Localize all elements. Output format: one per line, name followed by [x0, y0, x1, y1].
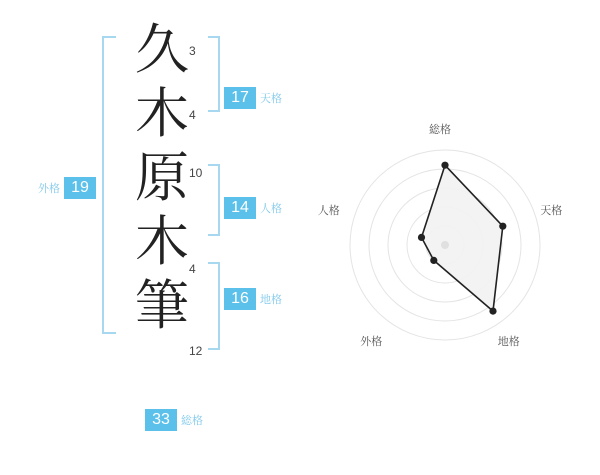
chikaku-score [224, 288, 282, 310]
stroke-count: 4 [189, 108, 196, 122]
kanji-column [130, 18, 194, 338]
jinkaku-label: 人格 [260, 203, 282, 215]
soukaku-score [145, 409, 203, 431]
soukaku-value: 33 [145, 409, 177, 431]
axis-label-chikaku: 地格 [497, 335, 520, 348]
chikaku-bracket [208, 262, 220, 350]
kanji-character: 木 [135, 210, 189, 273]
radar-area [422, 165, 503, 311]
name-stroke-diagram [0, 0, 300, 470]
axis-label-jinkaku: 人格 [317, 204, 340, 217]
axis-label-gaikaku: 外格 [360, 335, 383, 348]
tenkaku-value: 17 [224, 87, 256, 109]
chikaku-value: 16 [224, 288, 256, 310]
radar-chart [300, 0, 600, 470]
jinkaku-value: 14 [224, 197, 256, 219]
radar-chart-svg [300, 0, 600, 470]
kanji-character: 筆 [135, 274, 189, 337]
kanji-character: 木 [135, 82, 189, 145]
gaikaku-bracket [102, 36, 116, 334]
stroke-count: 4 [189, 262, 196, 276]
kanji-character: 久 [135, 18, 189, 81]
tenkaku-score [224, 87, 282, 109]
gaikaku-value: 19 [64, 177, 96, 199]
radar-center-dot [441, 241, 449, 249]
soukaku-label: 総格 [181, 415, 203, 427]
jinkaku-score [224, 197, 282, 219]
stroke-count: 3 [189, 44, 196, 58]
axis-label-tenkaku: 天格 [540, 204, 563, 217]
axis-label-soukaku: 総格 [429, 124, 451, 136]
stroke-count: 10 [189, 166, 203, 180]
stroke-count: 12 [189, 344, 203, 358]
chikaku-label: 地格 [260, 294, 282, 306]
tenkaku-label: 天格 [260, 93, 282, 105]
kanji-character: 原 [135, 146, 189, 209]
tenkaku-bracket [208, 36, 220, 112]
gaikaku-label: 外格 [38, 183, 60, 195]
jinkaku-bracket [208, 164, 220, 236]
gaikaku-score [38, 177, 96, 199]
